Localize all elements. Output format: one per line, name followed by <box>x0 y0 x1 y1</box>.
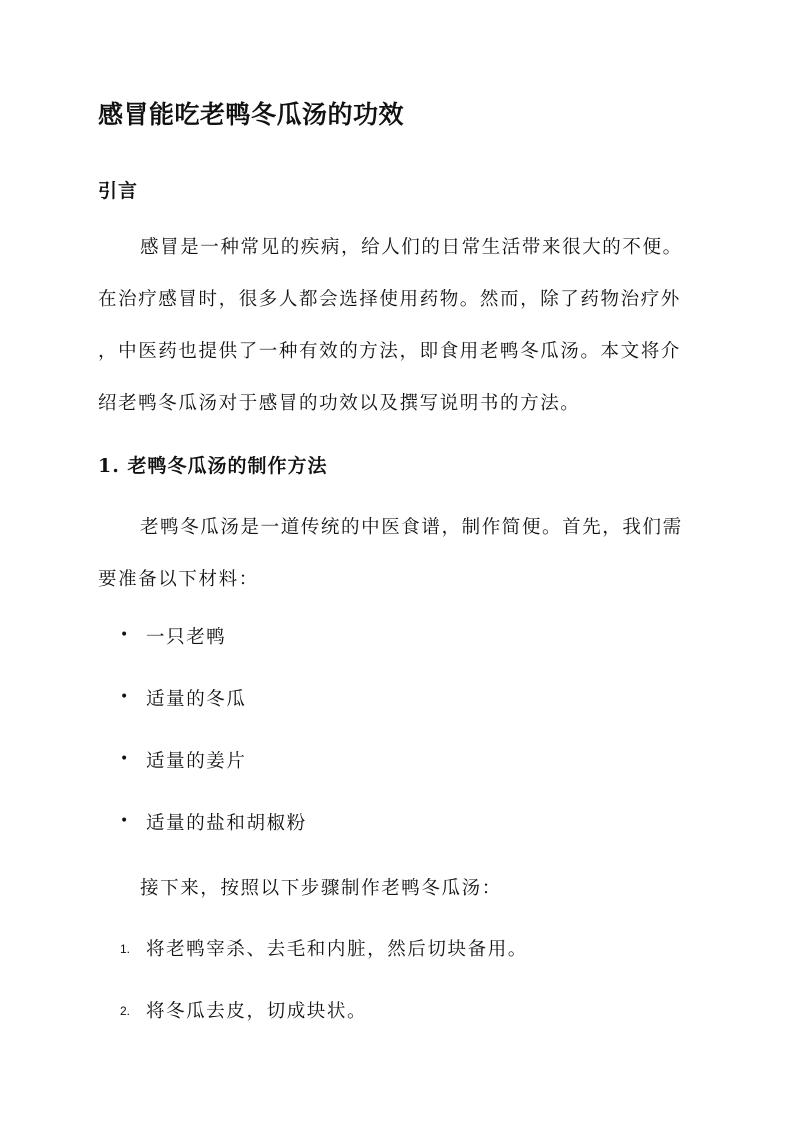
section-1-heading: 1. 老鸭冬瓜汤的制作方法 <box>98 455 328 477</box>
section-1-line-1: 老鸭冬瓜汤是一道传统的中医食谱，制作简便。首先，我们需 <box>140 517 683 538</box>
bullet-dot: • <box>120 627 129 643</box>
ingredient-item: 适量的姜片 <box>146 751 247 772</box>
step-number: 2. <box>120 1004 131 1018</box>
bullet-dot: • <box>120 689 129 705</box>
intro-line-1: 感冒是一种常见的疾病，给人们的日常生活带来很大的不便。 <box>140 237 683 258</box>
intro-line-4: 绍老鸭冬瓜汤对于感冒的功效以及撰写说明书的方法。 <box>98 393 581 414</box>
ingredient-item: 适量的冬瓜 <box>146 689 247 710</box>
intro-heading: 引言 <box>98 180 139 202</box>
step-number: 1. <box>120 942 131 956</box>
section-1-line-2: 要准备以下材料： <box>98 569 259 590</box>
bullet-dot: • <box>120 813 129 829</box>
ingredient-item: 一只老鸭 <box>146 627 227 648</box>
bullet-dot: • <box>120 751 129 767</box>
page-title: 感冒能吃老鸭冬瓜汤的功效 <box>98 100 405 129</box>
steps-intro: 接下来，按照以下步骤制作老鸭冬瓜汤： <box>140 878 502 899</box>
ingredient-item: 适量的盐和胡椒粉 <box>146 813 307 834</box>
step-text: 将老鸭宰杀、去毛和内脏，然后切块备用。 <box>146 939 528 960</box>
step-text: 将冬瓜去皮，切成块状。 <box>146 1001 368 1022</box>
intro-line-2: 在治疗感冒时，很多人都会选择使用药物。然而，除了药物治疗外 <box>98 289 681 310</box>
intro-line-3: ，中医药也提供了一种有效的方法，即食用老鸭冬瓜汤。本文将介 <box>98 341 681 362</box>
